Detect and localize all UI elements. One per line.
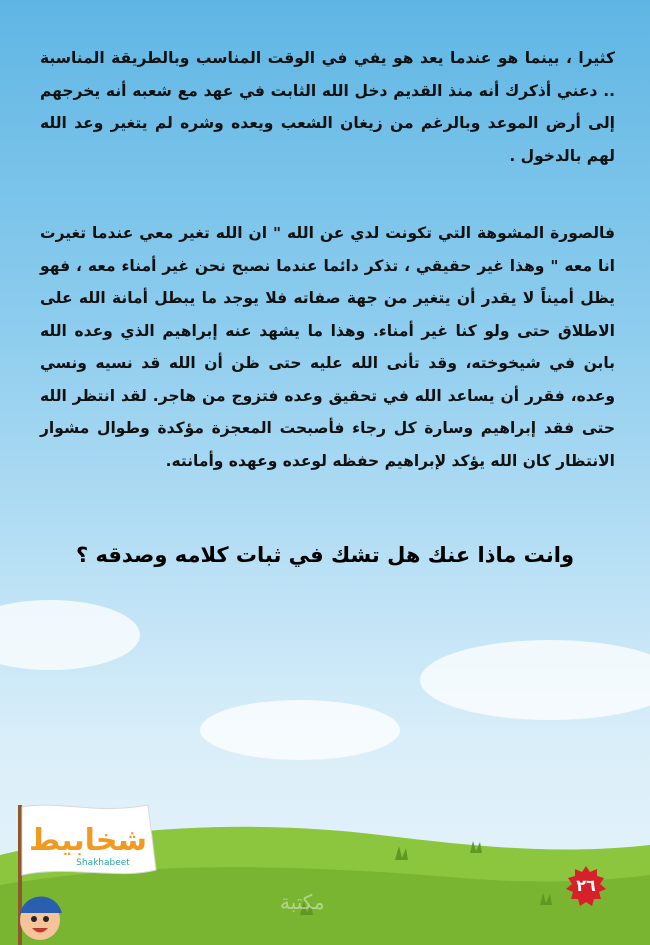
logo-text: شخابيط xyxy=(28,823,148,858)
cloud xyxy=(0,600,140,670)
cloud xyxy=(200,700,400,760)
page-number: ٢٦ xyxy=(576,876,596,895)
watermark: مكتبة xyxy=(280,890,325,914)
logo-latin-text: Shakhabeet xyxy=(76,858,130,868)
cloud xyxy=(420,640,650,720)
paragraph: كثيرا ، بينما هو عندما يعد هو يفي في الوقت المناسب وبالطريقة المناسبة .. دعني أذكرك أنه منذ القديم دخل الله الثابت في عهد مع شعبه أنه يخرجهم إلى أرض الموعد وبالرغم من زيغان الشعب ويعده وشره لم يتغير وعد الله لهم بالدخول . xyxy=(40,49,615,165)
closing-question: وانت ماذا عنك هل تشك في ثبات كلامه وصدقه ؟ xyxy=(75,543,575,567)
mascot-flag-logo xyxy=(8,795,168,945)
body-text xyxy=(40,42,615,477)
paragraph: فالصورة المشوهة التي تكونت لدي عن الله " ان الله تغير معي عندما تغيرت انا معه " وهذا غير حقيقي ، تذكر دائما عندما نصبح نحن غير أمناء معه ، فهو يظل أميناً لا يقدر أن يتغير من جهة صفاته فلا يوجد ما يبطل أمانة الله على الاطلاق حتى ولو كنا غير أمناء. وهذا ما يشهد عنه إبراهيم الذي وعده الله بابن في شيخوخته، وقد تأنى الله عليه حتى ظن أن الله قد نسيه ونسي وعده، فقرر أن يساعد الله في تحقيق وعده فتزوج من هاجر. لقد انتظر الله حتى فقد إبراهيم وسارة كل رجاء فأصبحت المعجزة مؤكدة وطوال مشوار الانتظار كان الله يؤكد لإبراهيم حفظه لوعده وعهده وأمانته. xyxy=(40,224,615,470)
